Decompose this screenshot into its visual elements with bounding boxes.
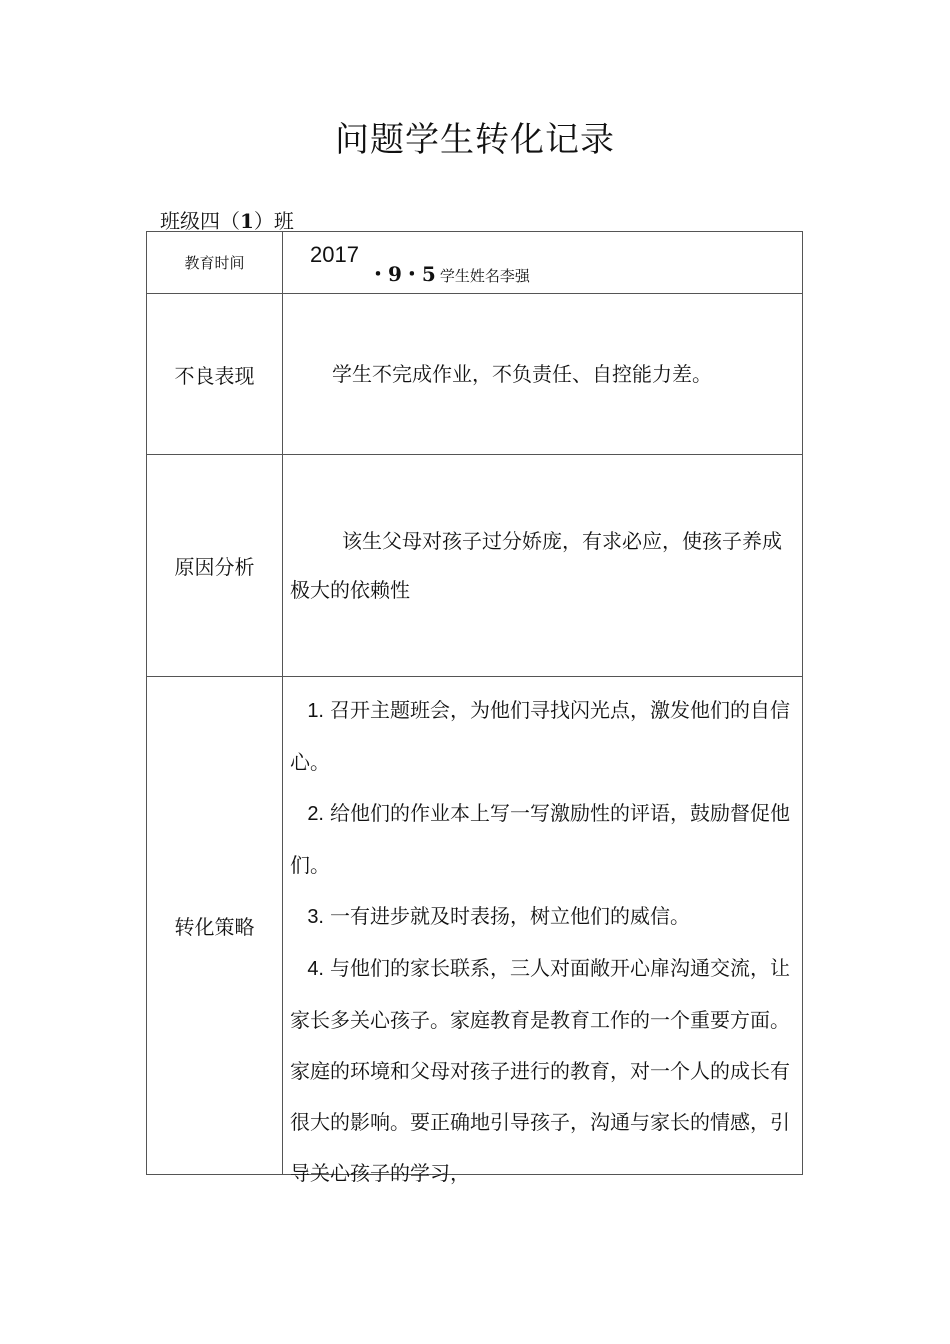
behavior-text: 学生不完成作业，不负责任、自控能力差。: [332, 361, 712, 386]
table-row-behavior: [147, 294, 803, 455]
behavior-label: 不良表现: [147, 294, 283, 455]
list-item: [290, 943, 796, 1199]
list-item-number: 1.: [307, 700, 324, 722]
reason-cell: [283, 455, 803, 677]
list-item: [290, 788, 796, 891]
table-row-time: [147, 232, 803, 294]
class-suffix: ）班: [253, 209, 294, 233]
list-item: [290, 685, 796, 788]
list-item-text: 给他们的作业本上写一写激励性的评语，鼓励督促他们。: [290, 801, 790, 877]
date-rest: ・9・5: [368, 262, 436, 286]
list-item: [290, 891, 796, 943]
class-info: [160, 205, 294, 234]
list-item-number: 2.: [307, 803, 324, 825]
list-item-text: 召开主题班会，为他们寻找闪光点，激发他们的自信心。: [290, 698, 790, 774]
date-cell: [283, 232, 803, 294]
behavior-cell: [283, 294, 803, 455]
class-number: 1: [240, 209, 254, 233]
student-name: 学生姓名李强: [439, 267, 530, 285]
list-item-text: 与他们的家长联系，三人对面敞开心扉沟通交流，让家长多关心孩子。家庭教育是教育工作的一个重要方面。家庭的环境和父母对孩子进行的教育，对一个人的成长有很大的影响。要正确地引导孩子，沟通与家长的情感，引导关心孩子的学习，: [290, 956, 790, 1185]
strategy-cell: [283, 677, 803, 1185]
list-item-number: 4.: [307, 958, 324, 980]
document-title: 问题学生转化记录: [335, 120, 615, 160]
date-month-day: [368, 258, 530, 287]
list-item-text: 一有进步就及时表扬，树立他们的威信。: [330, 904, 690, 928]
class-label: 班级四（: [160, 209, 240, 233]
date-year: 2017: [310, 242, 359, 267]
reason-label: 原因分析: [147, 455, 283, 677]
strategy-list: [283, 677, 802, 1185]
time-label: 教育时间: [147, 232, 283, 294]
list-item-number: 3.: [307, 906, 324, 928]
reason-text: 该生父母对孩子过分娇庞，有求必应，使孩子养成极大的依赖性: [290, 528, 782, 602]
table-row-strategy: [147, 677, 803, 1175]
strategy-label: 转化策略: [147, 677, 283, 1175]
record-table: [146, 231, 803, 1185]
table-row-reason: [147, 455, 803, 677]
